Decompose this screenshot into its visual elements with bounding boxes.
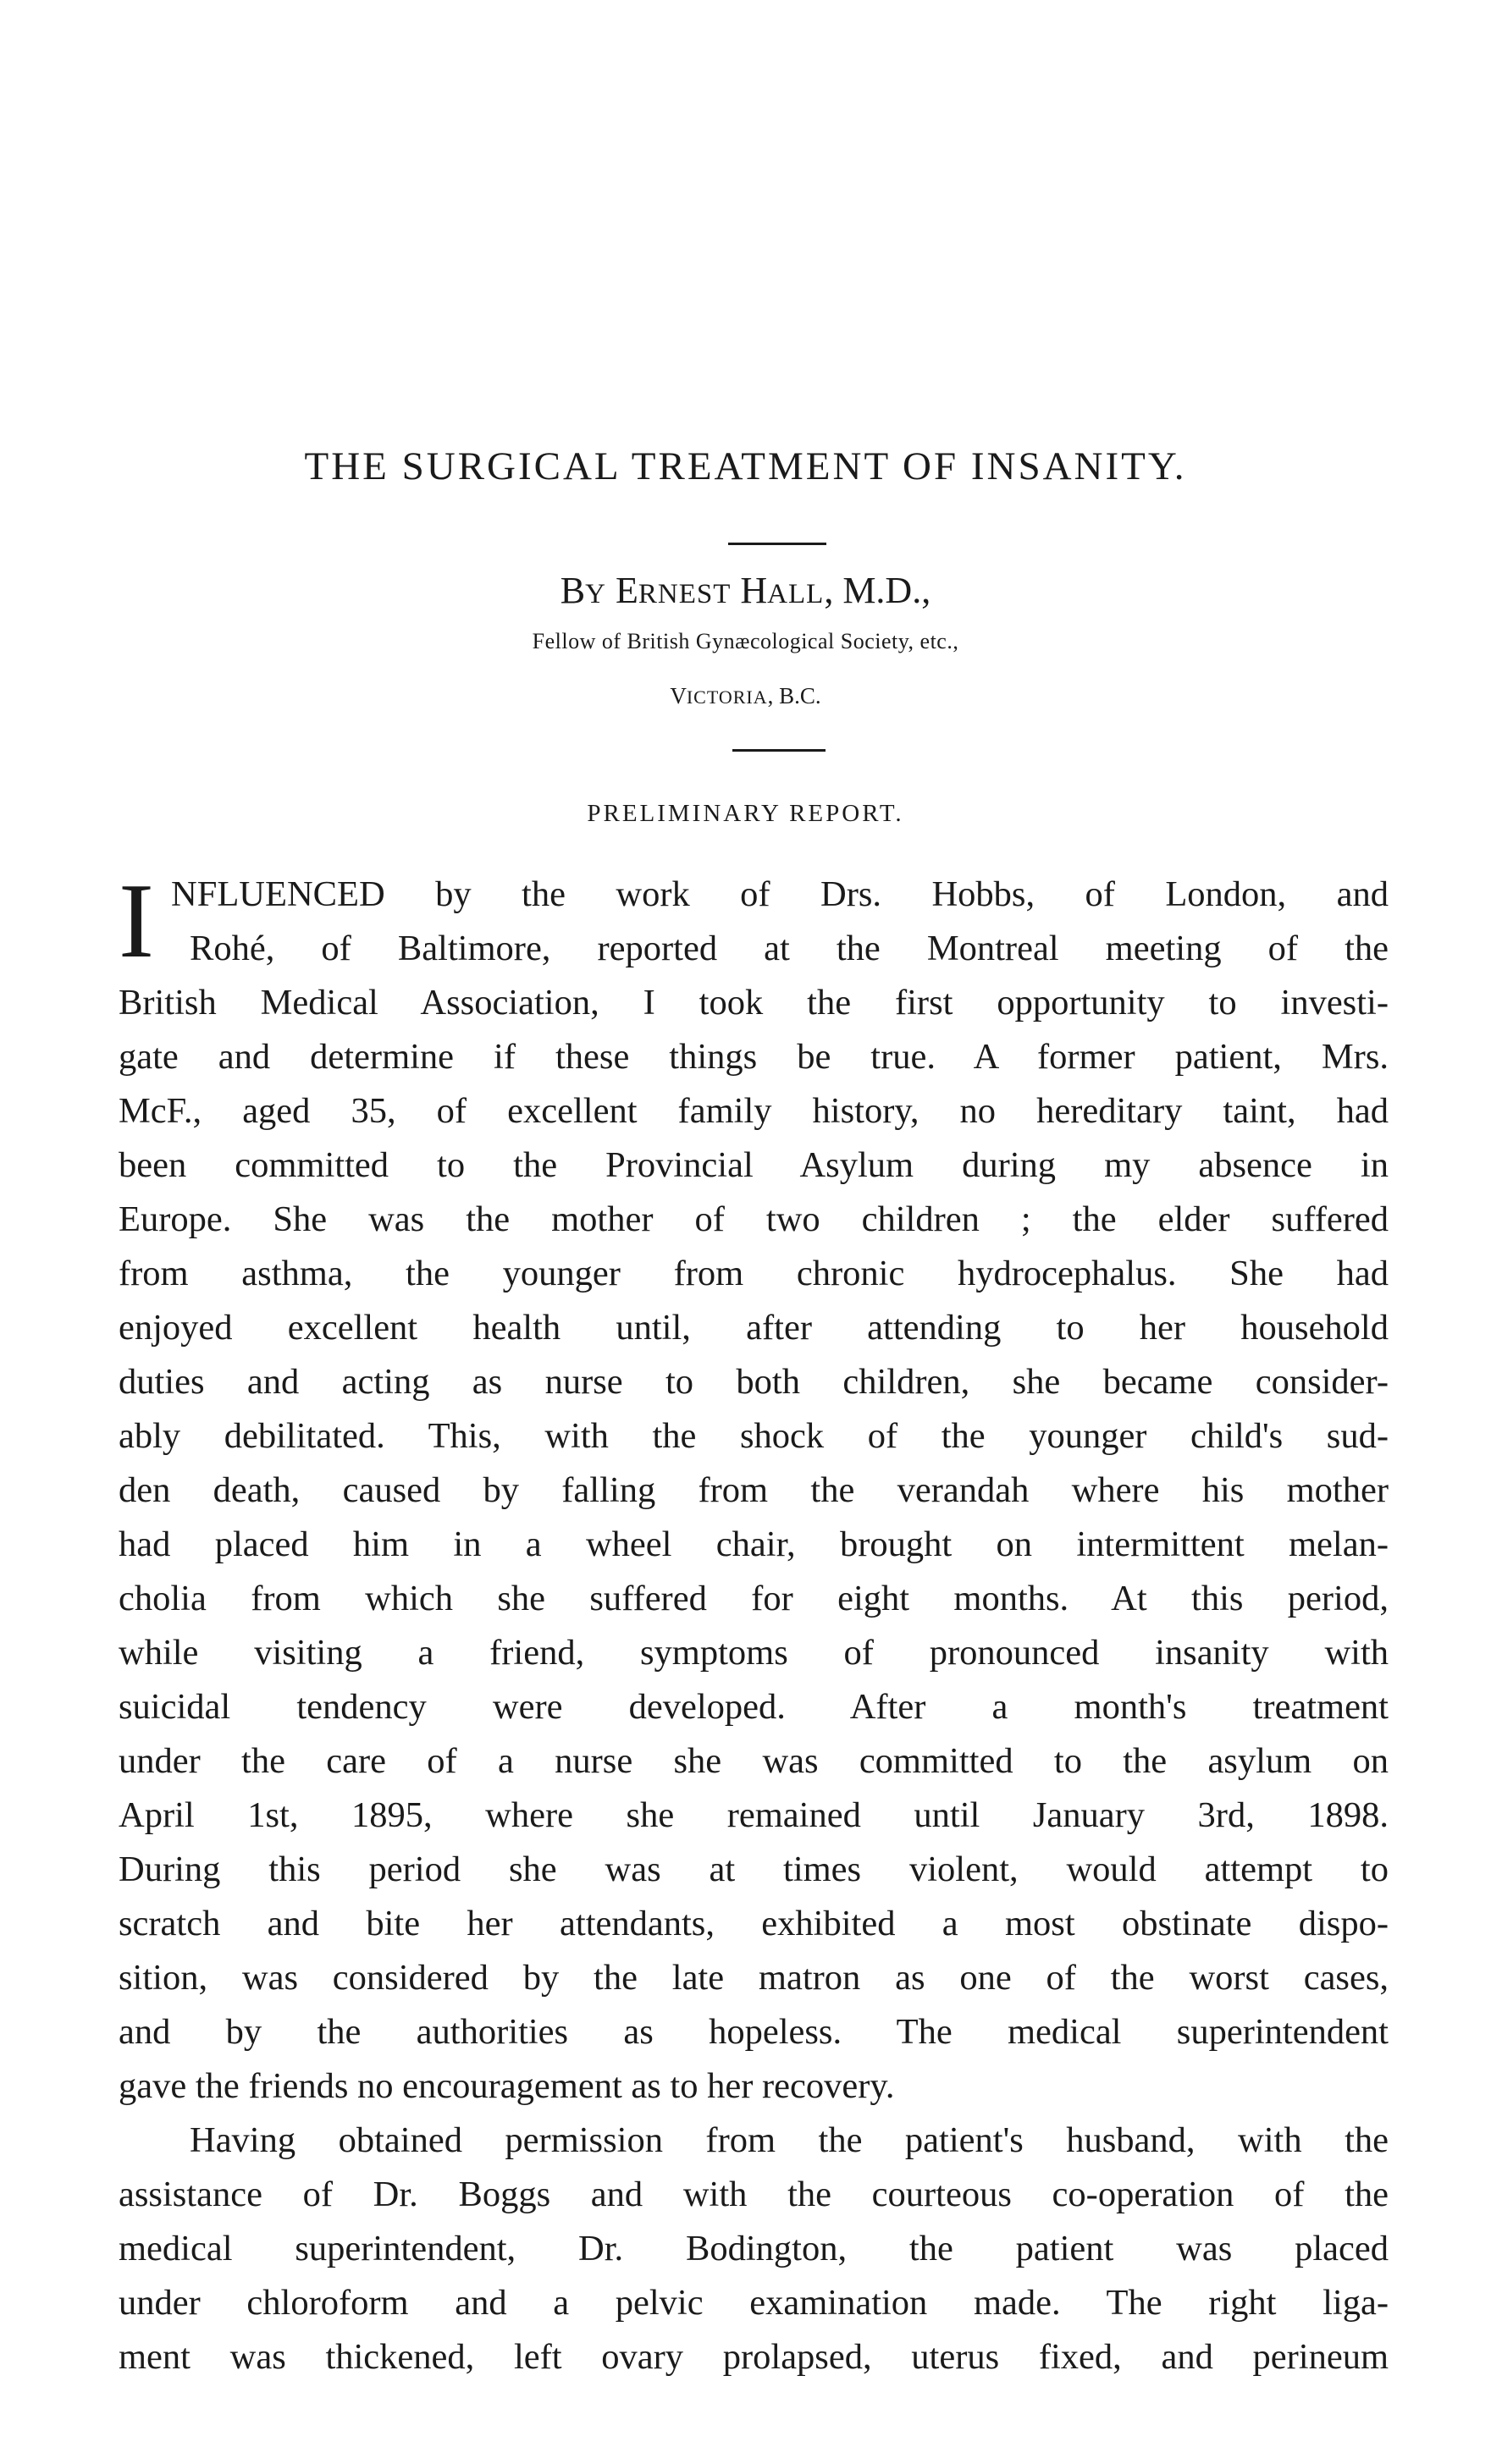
body-line: medical superintendent, Dr. Bodington, the patient was placed [119, 2229, 1389, 2268]
title-divider [728, 543, 826, 545]
body-line: assistance of Dr. Boggs and with the courteous co-operation of the [119, 2175, 1389, 2214]
body-line: During this period she was at times violent, would attempt to [119, 1849, 1389, 1889]
body-line: been committed to the Provincial Asylum during my absence in [119, 1145, 1389, 1185]
body-line: gave the friends no encouragement as to her recovery. [119, 2066, 895, 2106]
body-line: Rohé, of Baltimore, reported at the Montreal meeting of the [190, 929, 1389, 968]
body-line: Europe. She was the mother of two children ; the elder suffered [119, 1199, 1389, 1239]
location-rest: ICTORIA [686, 686, 768, 708]
body-line: from asthma, the younger from chronic hydrocephalus. She had [119, 1254, 1389, 1293]
body-line: NFLUENCED by the work of Drs. Hobbs, of London, and [171, 874, 1389, 914]
body-line: cholia from which she suffered for eight months. At this period, [119, 1579, 1389, 1618]
body-line: enjoyed excellent health until, after attending to her household [119, 1308, 1389, 1348]
location-suffix: , B.C. [767, 683, 821, 708]
body-line: April 1st, 1895, where she remained until January 3rd, 1898. [119, 1795, 1389, 1835]
author-last-rest: ALL [767, 579, 825, 609]
author-last-initial: H [740, 570, 768, 611]
body-line: British Medical Association, I took the first opportunity to investi- [119, 983, 1389, 1023]
body-line: ment was thickened, left ovary prolapsed, uterus fixed, and perineum [119, 2337, 1389, 2377]
author-location [0, 685, 1491, 708]
byline-by-rest: Y [585, 579, 606, 609]
body-line: gate and determine if these things be true. A former patient, Mrs. [119, 1037, 1389, 1077]
body-line: while visiting a friend, symptoms of pronounced insanity with [119, 1633, 1389, 1673]
body-line: duties and acting as nurse to both children, she became consider- [119, 1362, 1389, 1402]
section-heading: PRELIMINARY REPORT. [587, 800, 904, 827]
author-affiliation: Fellow of British Gynæcological Society, etc., [532, 629, 959, 653]
body-line: McF., aged 35, of excellent family history, no hereditary taint, had [119, 1091, 1389, 1131]
body-line: under chloroform and a pelvic examination made. The right liga- [119, 2283, 1389, 2323]
body-line: under the care of a nurse she was committed to the asylum on [119, 1741, 1389, 1781]
location-initial: V [670, 683, 687, 708]
body-line: and by the authorities as hopeless. The medical superintendent [119, 2012, 1389, 2052]
article-body [119, 863, 1389, 2384]
drop-cap: I [119, 863, 154, 980]
body-line: ably debilitated. This, with the shock of the younger child's sud- [119, 1416, 1389, 1456]
byline-divider [732, 749, 826, 752]
body-line: scratch and bite her attendants, exhibited a most obstinate dispo- [119, 1904, 1389, 1943]
article-title: THE SURGICAL TREATMENT OF INSANITY. [304, 444, 1187, 488]
author-first-initial: E [615, 570, 638, 611]
author-first-rest: RNEST [638, 579, 732, 609]
body-line: suicidal tendency were developed. After a month's treatment [119, 1687, 1389, 1727]
body-line: sition, was considered by the late matron as one of the worst cases, [119, 1958, 1389, 1998]
author-degree: , M.D., [824, 570, 931, 611]
body-line: Having obtained permission from the patient's husband, with the [190, 2120, 1389, 2160]
body-line: had placed him in a wheel chair, brought on intermittent melan- [119, 1524, 1389, 1564]
author-byline [0, 572, 1491, 609]
byline-by-initial: B [560, 570, 586, 611]
body-line: den death, caused by falling from the verandah where his mother [119, 1470, 1389, 1510]
